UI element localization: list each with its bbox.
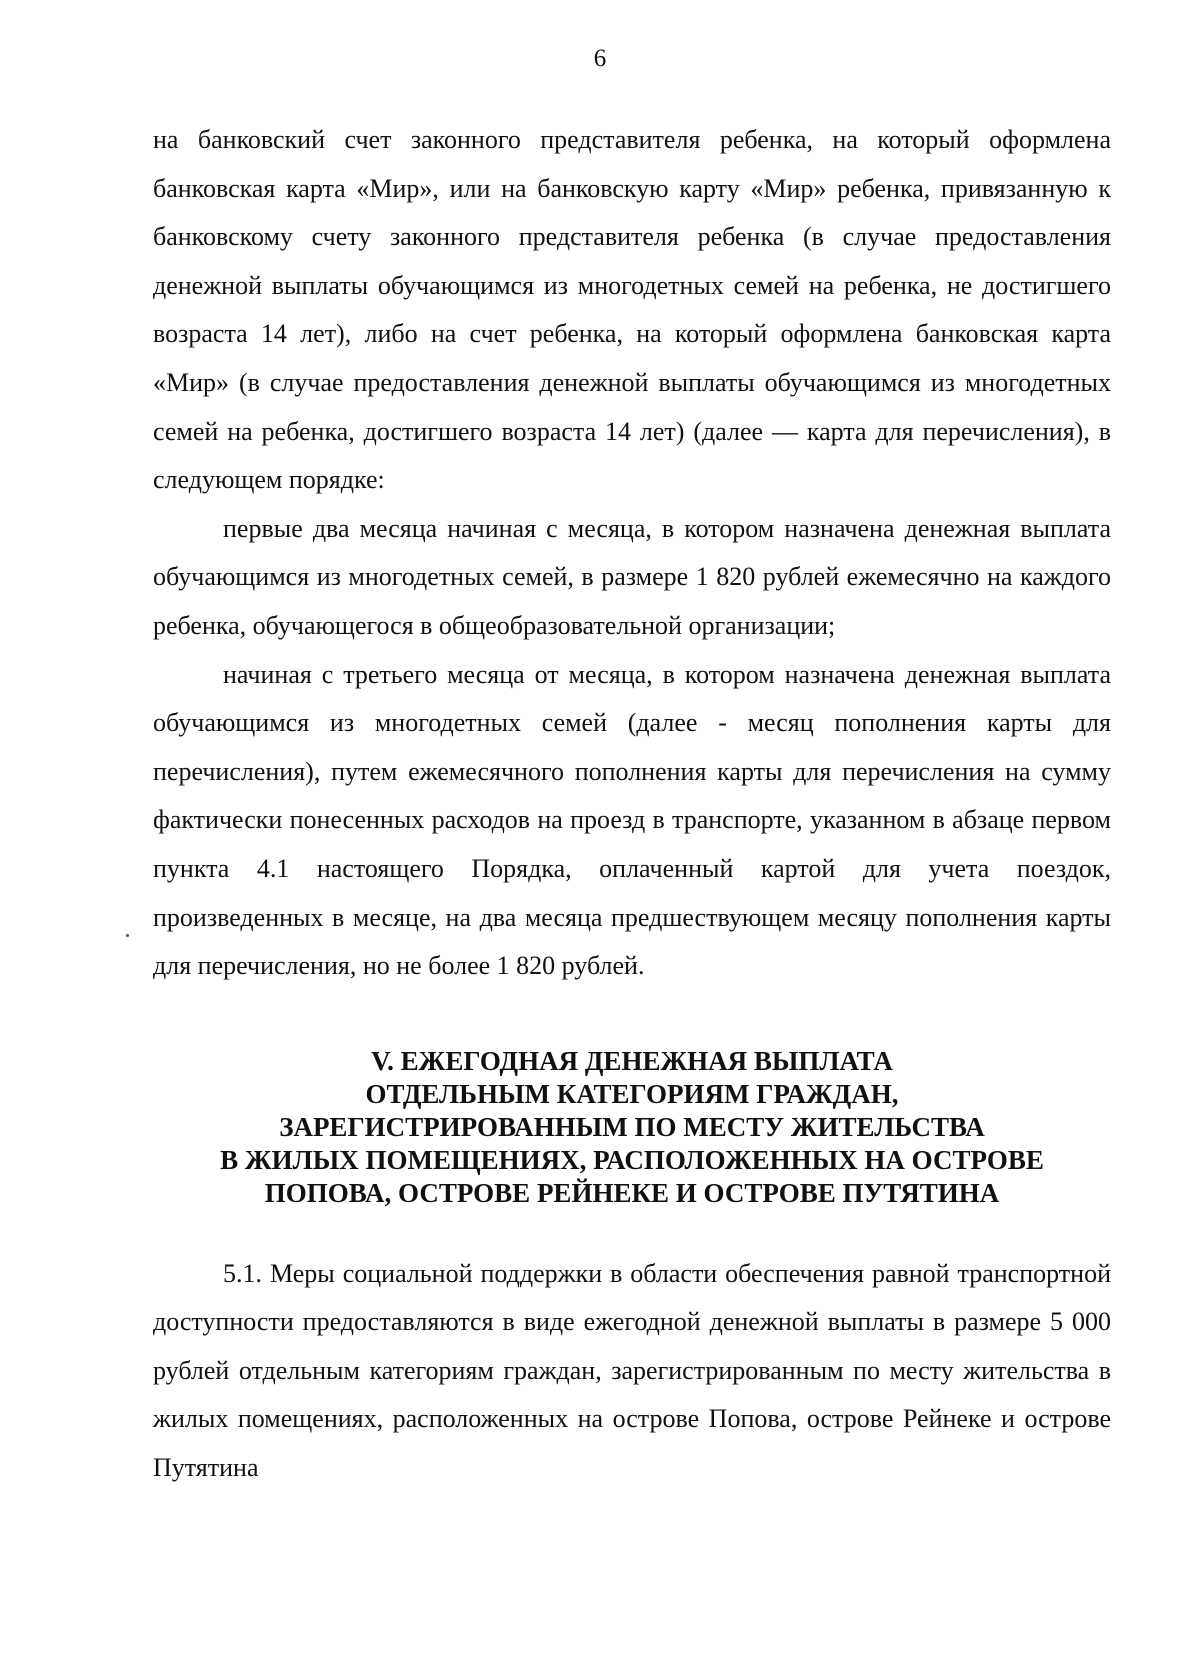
page-number: 6	[593, 45, 607, 72]
heading-line-2: ОТДЕЛЬНЫМ КАТЕГОРИЯМ ГРАЖДАН,	[365, 1078, 899, 1109]
section-v-heading	[153, 1045, 1111, 1210]
document-body	[153, 116, 1111, 1493]
paragraph-from-third-month: начиная с третьего месяца от месяца, в котором назначена денежная выплата обучающимся из многодетных семей (далее - месяц пополнения карты для перечисления), путем ежемесячного пополнения карты для перечисления на сумму фактически понесенных расходов на проезд в транспорте, указанном в абзаце первом пункта 4.1 настоящего Порядка, оплаченный картой для учета поездок, произведенных в месяце, на два месяца предшествующем месяцу пополнения карты для перечисления, но не более 1 820 рублей.	[153, 659, 1111, 981]
margin-mark	[126, 934, 129, 937]
heading-line-4: В ЖИЛЫХ ПОМЕЩЕНИЯХ, РАСПОЛОЖЕННЫХ НА ОСТРОВЕ	[220, 1144, 1044, 1175]
heading-line-5: ПОПОВА, ОСТРОВЕ РЕЙНЕКЕ И ОСТРОВЕ ПУТЯТИНА	[264, 1177, 1000, 1208]
heading-line-1: V. ЕЖЕГОДНАЯ ДЕНЕЖНАЯ ВЫПЛАТА	[371, 1045, 893, 1076]
paragraph-5-1: 5.1. Меры социальной поддержки в области обеспечения равной транспортной доступности предоставляются в виде ежегодной денежной выплаты в размере 5 000 рублей отдельным категориям граждан, зарегистрированным по месту жительства в жилых помещениях, расположенных на острове Попова, острове Рейнеке и острове Путятина	[153, 1258, 1111, 1483]
heading-line-3: ЗАРЕГИСТРИРОВАННЫМ ПО МЕСТУ ЖИТЕЛЬСТВА	[279, 1111, 985, 1142]
paragraph-first-two-months: первые два месяца начиная с месяца, в котором назначена денежная выплата обучающимся из многодетных семей, в размере 1 820 рублей ежемесячно на каждого ребенка, обучающегося в общеобразовательной организации;	[153, 513, 1111, 640]
paragraph-payment-account: на банковский счет законного представителя ребенка, на который оформлена банковская карта «Мир», или на банковскую карту «Мир» ребенка, привязанную к банковскому счету законного представителя ребенка (в случае предоставления денежной выплаты обучающимся из многодетных семей на ребенка, не достигшего возраста 14 лет), либо на счет ребенка, на который оформлена банковская карта «Мир» (в случае предоставления денежной выплаты обучающимся из многодетных семей на ребенка, достигшего возраста 14 лет) (далее — карта для перечисления), в следующем порядке:	[153, 125, 1111, 495]
